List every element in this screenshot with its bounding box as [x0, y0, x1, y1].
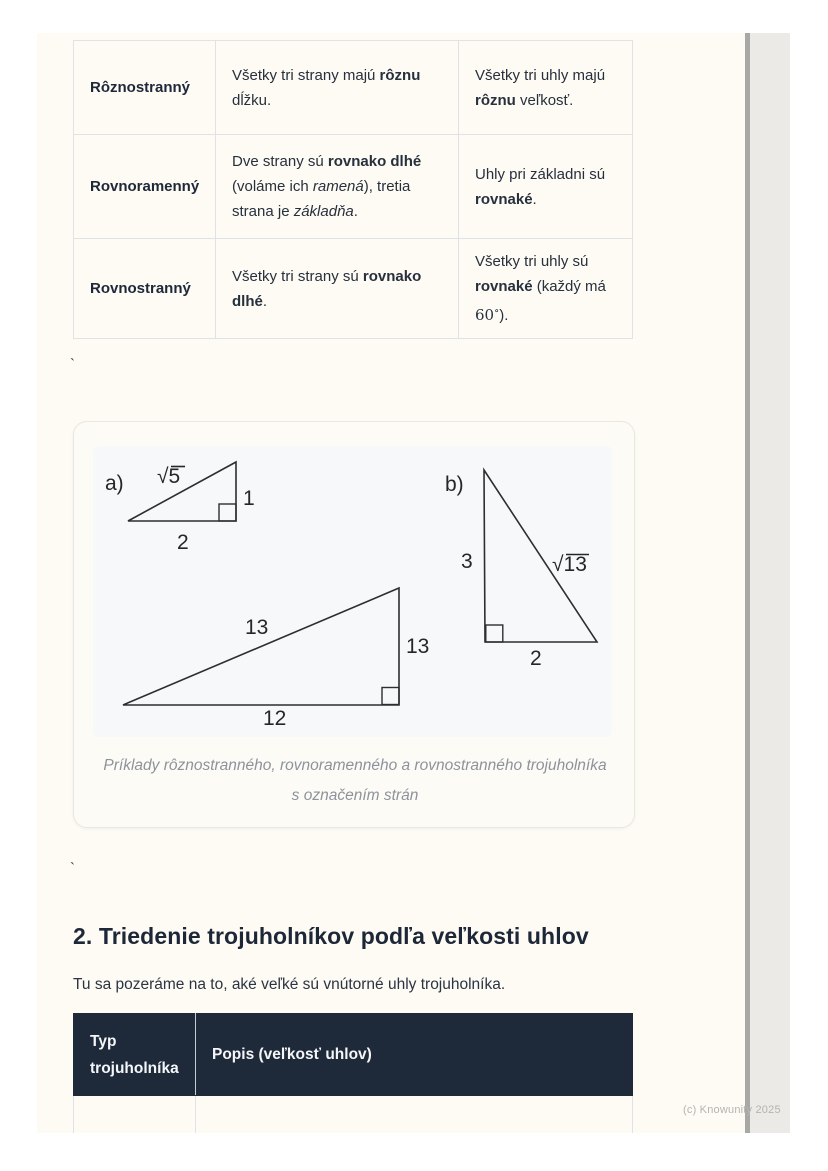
- cell-type: Rovnoramenný: [74, 135, 216, 239]
- stray-backtick: `: [70, 860, 75, 877]
- label-sqrt5: √5: [157, 465, 181, 488]
- header-type: Typ trojuholníka: [74, 1014, 196, 1096]
- label-3: 3: [461, 550, 473, 573]
- cell-sides-description: Všetky tri strany sú rovnako dlhé.: [216, 239, 459, 339]
- table-row: [74, 41, 633, 135]
- table-row: [74, 135, 633, 239]
- triangle-c-shape: [123, 588, 399, 705]
- cell-angles-description: Všetky tri uhly sú rovnaké (každý má 60∘).: [459, 239, 633, 339]
- triangle-angles-table: [73, 1013, 633, 1133]
- watermark: (c) Knowunity 2025: [683, 1104, 781, 1116]
- cell-type: [74, 1096, 196, 1133]
- triangle-a-shape: [128, 462, 236, 521]
- cell-angles-description: Uhly pri základni sú rovnaké.: [459, 135, 633, 239]
- right-angle-marker: [382, 688, 399, 705]
- cell-angles-description: Všetky tri uhly majú rôznu veľkosť.: [459, 41, 633, 135]
- header-description: Popis (veľkosť uhlov): [196, 1014, 633, 1096]
- label-12: 12: [263, 707, 287, 730]
- label-2a: 2: [177, 531, 189, 554]
- table-row: [74, 1096, 633, 1133]
- triangle-sides-table: [73, 40, 633, 339]
- cell-sides-description: Všetky tri strany majú rôznu dĺžku.: [216, 41, 459, 135]
- cell-type: Rovnostranný: [74, 239, 216, 339]
- figure-card: [73, 421, 635, 828]
- right-angle-marker: [219, 504, 236, 521]
- right-angle-marker: [486, 625, 503, 642]
- label-1: 1: [243, 487, 255, 510]
- section-heading: 2. Triedenie trojuholníkov podľa veľkosti uhlov: [73, 923, 589, 949]
- section-intro: Tu sa pozeráme na to, aké veľké sú vnútorné uhly trojuholníka.: [73, 976, 506, 993]
- label-13-hypotenuse: 13: [245, 616, 269, 639]
- table-header-row: [74, 1014, 633, 1096]
- cell-sides-description: Dve strany sú rovnako dlhé (voláme ich ramená), tretia strana je základňa.: [216, 135, 459, 239]
- cell-description: [196, 1096, 633, 1133]
- cell-type: Rôznostranný: [74, 41, 216, 135]
- stray-backtick: `: [70, 356, 75, 373]
- label-2b: 2: [530, 647, 542, 670]
- label-13-side: 13: [406, 635, 430, 658]
- label-b: b): [445, 473, 464, 496]
- figure-caption: Príklady rôznostranného, rovnoramenného a rovnostranného trojuholníka s označením strán: [103, 757, 607, 804]
- label-sqrt13: √13: [552, 553, 587, 576]
- label-a: a): [105, 472, 124, 495]
- next-page-edge[interactable]: [745, 33, 790, 1133]
- table-row: [74, 239, 633, 339]
- triangles-figure: [93, 446, 612, 737]
